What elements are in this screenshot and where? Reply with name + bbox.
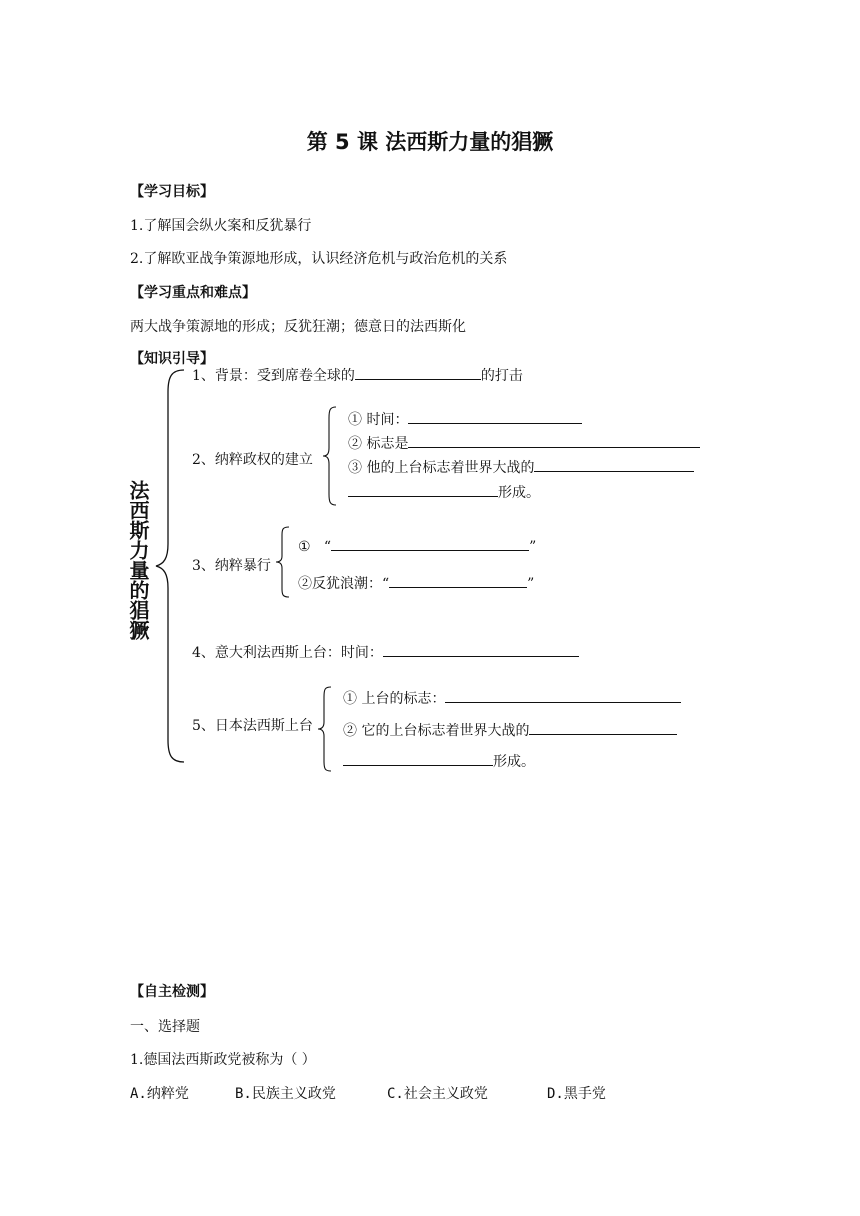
main-brace-icon — [150, 368, 186, 764]
guide-item-nazi-regime: 2、纳粹政权的建立 — [192, 452, 313, 468]
choice-b[interactable]: B.民族主义政党 — [235, 1086, 336, 1102]
blank-line[interactable] — [445, 688, 681, 703]
guide-item-background: 1、背景：受到席卷全球的 的打击 — [192, 365, 523, 385]
guide-item-japan: 5、日本法西斯上台 — [192, 718, 313, 734]
nazi-war-source-tail: 形成。 — [348, 482, 540, 502]
blank-line[interactable] — [534, 457, 694, 472]
atrocity-line-2: ②反犹浪潮：“ ” — [298, 573, 534, 593]
blank-line[interactable] — [343, 751, 493, 766]
choice-a[interactable]: A.纳粹党 — [130, 1086, 189, 1102]
japan-war-source-tail: 形成。 — [343, 751, 535, 771]
blank-line[interactable] — [529, 720, 677, 735]
choice-c[interactable]: C.社会主义政党 — [387, 1086, 488, 1102]
guide-item-italy: 4、意大利法西斯上台：时间： — [192, 642, 579, 662]
choice-d[interactable]: D.黑手党 — [547, 1086, 606, 1102]
nazi-sign-line: ② 标志是 — [348, 433, 700, 453]
blank-line[interactable] — [383, 642, 579, 657]
nazi-war-source-line: ③ 他的上台标志着世界大战的 — [348, 457, 694, 477]
blank-line[interactable] — [408, 433, 700, 448]
objectives-heading: 【学习目标】 — [130, 184, 214, 200]
page-title: 第 5 课 法西斯力量的猖獗 — [306, 130, 554, 154]
section-heading: 一、选择题 — [130, 1019, 200, 1035]
japan-sign-line: ① 上台的标志： — [343, 688, 681, 708]
nazi-time-line: ① 时间： — [348, 409, 582, 429]
blank-line[interactable] — [389, 573, 527, 588]
key-points-heading: 【学习重点和难点】 — [130, 285, 256, 301]
question-1: 1.德国法西斯政党被称为（ ） — [130, 1052, 316, 1068]
vertical-title: 法西斯力量的猖獗 — [126, 480, 150, 640]
japan-war-source-line: ② 它的上台标志着世界大战的 — [343, 720, 677, 740]
key-points-text: 两大战争策源地的形成；反犹狂潮；德意日的法西斯化 — [130, 319, 466, 335]
guide-heading: 【知识引导】 — [130, 351, 214, 367]
brace-icon — [322, 406, 338, 506]
blank-line[interactable] — [355, 365, 481, 380]
blank-line[interactable] — [408, 409, 582, 424]
brace-icon — [317, 686, 333, 772]
brace-icon — [275, 526, 291, 598]
self-check-heading: 【自主检测】 — [130, 984, 214, 1000]
objective-item-2: 2.了解欧亚战争策源地形成，认识经济危机与政治危机的关系 — [130, 251, 508, 267]
blank-line[interactable] — [331, 536, 529, 551]
objective-item-1: 1.了解国会纵火案和反犹暴行 — [130, 218, 312, 234]
atrocity-line-1: ① “ ” — [298, 536, 536, 555]
guide-item-nazi-atrocities: 3、纳粹暴行 — [192, 558, 271, 574]
blank-line[interactable] — [348, 482, 498, 497]
